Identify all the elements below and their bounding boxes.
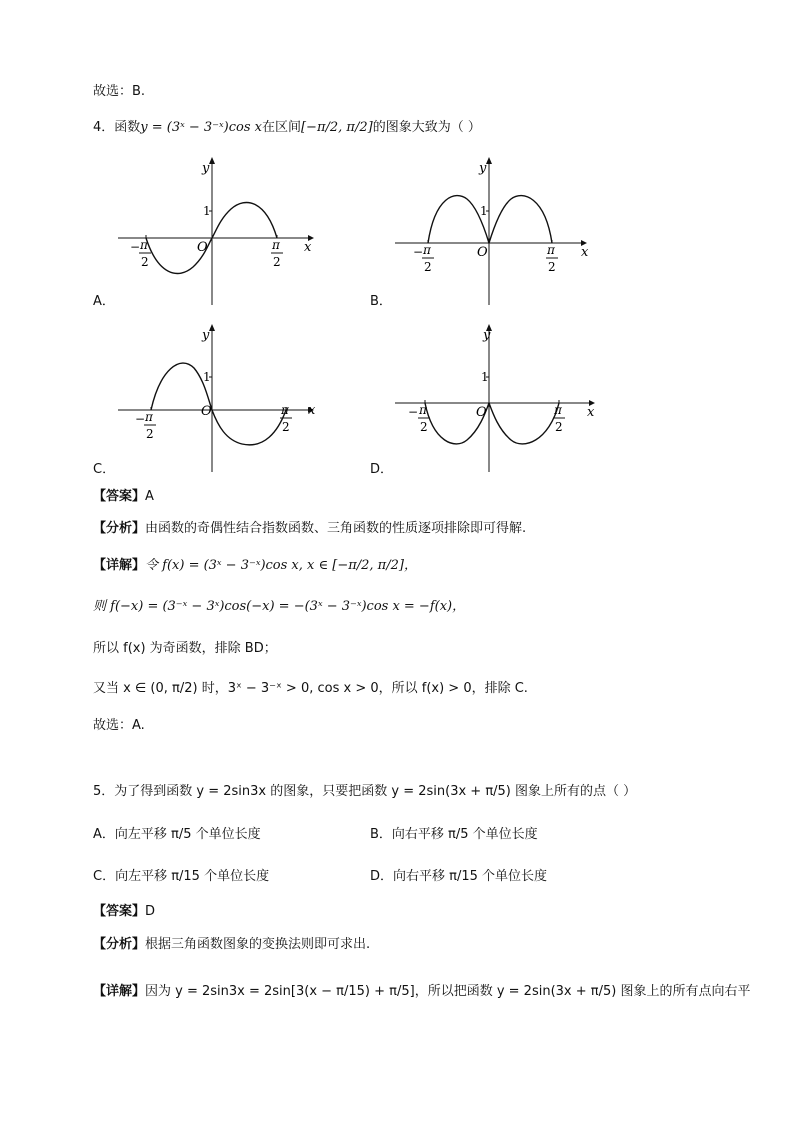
graph-d-neg: − (408, 405, 419, 419)
q4-answer-value: A (145, 489, 154, 504)
q5-answer-value: D (145, 904, 156, 919)
q4-detail-text-2: 则 f(−x) = (3⁻ˣ − 3ˣ)cos(−x) = −(3ˣ − 3⁻ˣ)cos x = −f(x)， (93, 599, 466, 614)
graph-d-label: D． (370, 462, 394, 477)
graph-d-one: 1 (481, 370, 489, 384)
graph-b-x-label: x (581, 245, 589, 260)
previous-answer-line: 故选：B. (93, 84, 146, 99)
q4-analysis-tag: 【分析】 (93, 521, 146, 536)
graph-c-pi-left: π (145, 410, 153, 424)
q4-mid: 在区间 (261, 120, 301, 135)
q4-answer (93, 487, 154, 507)
q5-option-b[interactable]: B．向右平移 π/5 个单位长度 (370, 827, 538, 842)
graph-a-label: A． (93, 294, 115, 309)
q4-detail-2 (93, 597, 465, 617)
q4-analysis-text: 由函数的奇偶性结合指数函数、三角函数的性质逐项排除即可得解. (145, 521, 527, 536)
graph-c-pi-right: π (281, 403, 289, 417)
q4-detail-4 (93, 679, 528, 699)
q5-answer-tag: 【答案】 (93, 904, 146, 919)
graph-b-neg: − (413, 245, 424, 259)
graph-c-neg: − (135, 412, 146, 426)
graph-b-origin: O (477, 245, 488, 260)
graph-a-two-right: 2 (273, 255, 281, 269)
q4-analysis (93, 519, 526, 539)
graph-c-y-label: y (202, 328, 210, 343)
graph-d-pi-right: π (554, 403, 562, 417)
graph-a-pi-right: π (272, 238, 280, 252)
graph-c-two-left: 2 (146, 427, 154, 441)
q4-detail-tag: 【详解】 (93, 558, 146, 573)
q4-detail-text-4: 又当 x ∈ (0, π/2) 时，3ˣ − 3⁻ˣ > 0, cos x > 0，所以 f(x) > 0，排除 C. (93, 681, 528, 696)
q5-detail (93, 982, 750, 1002)
question-4 (93, 118, 481, 138)
graph-c-two-right: 2 (282, 420, 290, 434)
q5-analysis-text: 根据三角函数图象的变换法则即可求出. (145, 937, 371, 952)
q5-option-a[interactable]: A．向左平移 π/5 个单位长度 (93, 827, 261, 842)
graph-c-one: 1 (203, 370, 211, 384)
q5-option-d[interactable]: D．向右平移 π/15 个单位长度 (370, 869, 548, 884)
graph-b-pi-left: π (423, 243, 431, 257)
graph-a-y-label: y (202, 161, 210, 176)
graph-c-x-label: x (308, 403, 316, 418)
q4-detail-3 (93, 639, 277, 659)
q4-interval: [−π/2, π/2] (300, 120, 373, 135)
q5-analysis-tag: 【分析】 (93, 937, 146, 952)
q5-answer (93, 902, 155, 922)
q5-analysis (93, 935, 370, 955)
graph-d-y-label: y (483, 328, 491, 343)
q4-answer-tag: 【答案】 (93, 489, 146, 504)
graph-d-origin: O (476, 405, 487, 420)
q5-option-c[interactable]: C．向左平移 π/15 个单位长度 (93, 869, 270, 884)
q4-function: y = (3ˣ − 3⁻ˣ)cos x (140, 120, 262, 135)
q5-detail-tag: 【详解】 (93, 984, 146, 999)
graph-b-label: B． (370, 294, 392, 309)
graph-a-two-left: 2 (141, 255, 149, 269)
graph-d-pi-left: π (419, 403, 427, 417)
graph-a-x-label: x (304, 240, 312, 255)
graph-b-pi-right: π (547, 243, 555, 257)
graph-a-origin: O (197, 240, 208, 255)
q4-conclusion: 故选：A. (93, 718, 145, 733)
graph-a-one: 1 (203, 204, 211, 218)
graph-d-two-left: 2 (420, 420, 428, 434)
graph-c-label: C． (93, 462, 116, 477)
graph-d[interactable] (395, 322, 595, 477)
q4-detail-text-1: 令 f(x) = (3ˣ − 3⁻ˣ)cos x, x ∈ [−π/2, π/2]， (145, 558, 417, 573)
graph-b-y-label: y (479, 161, 487, 176)
graph-a-neg: − (130, 240, 141, 254)
q5-detail-text: 因为 y = 2sin3x = 2sin[3(x − π/15) + π/5]，所以把函数 y = 2sin(3x + π/5) 图象上的所有点向右平 (145, 984, 751, 999)
graph-b-two-right: 2 (548, 260, 556, 274)
graph-c[interactable] (118, 322, 318, 477)
q4-detail-text-3: 所以 f(x) 为奇函数，排除 BD； (93, 641, 277, 656)
q4-prefix: 4．函数 (93, 120, 141, 135)
graph-a-pi-left: π (140, 238, 148, 252)
q4-suffix: 的图象大致为（ ） (372, 120, 481, 135)
graph-b[interactable] (395, 155, 595, 310)
graph-b-one: 1 (480, 204, 488, 218)
question-5: 5．为了得到函数 y = 2sin3x 的图象，只要把函数 y = 2sin(3x + π/5) 图象上所有的点（ ） (93, 784, 637, 799)
graph-d-two-right: 2 (555, 420, 563, 434)
graph-d-x-label: x (587, 405, 595, 420)
graph-b-two-left: 2 (424, 260, 432, 274)
q4-detail-1 (93, 556, 417, 576)
graph-a[interactable] (118, 155, 318, 310)
graph-c-origin: O (201, 404, 212, 419)
